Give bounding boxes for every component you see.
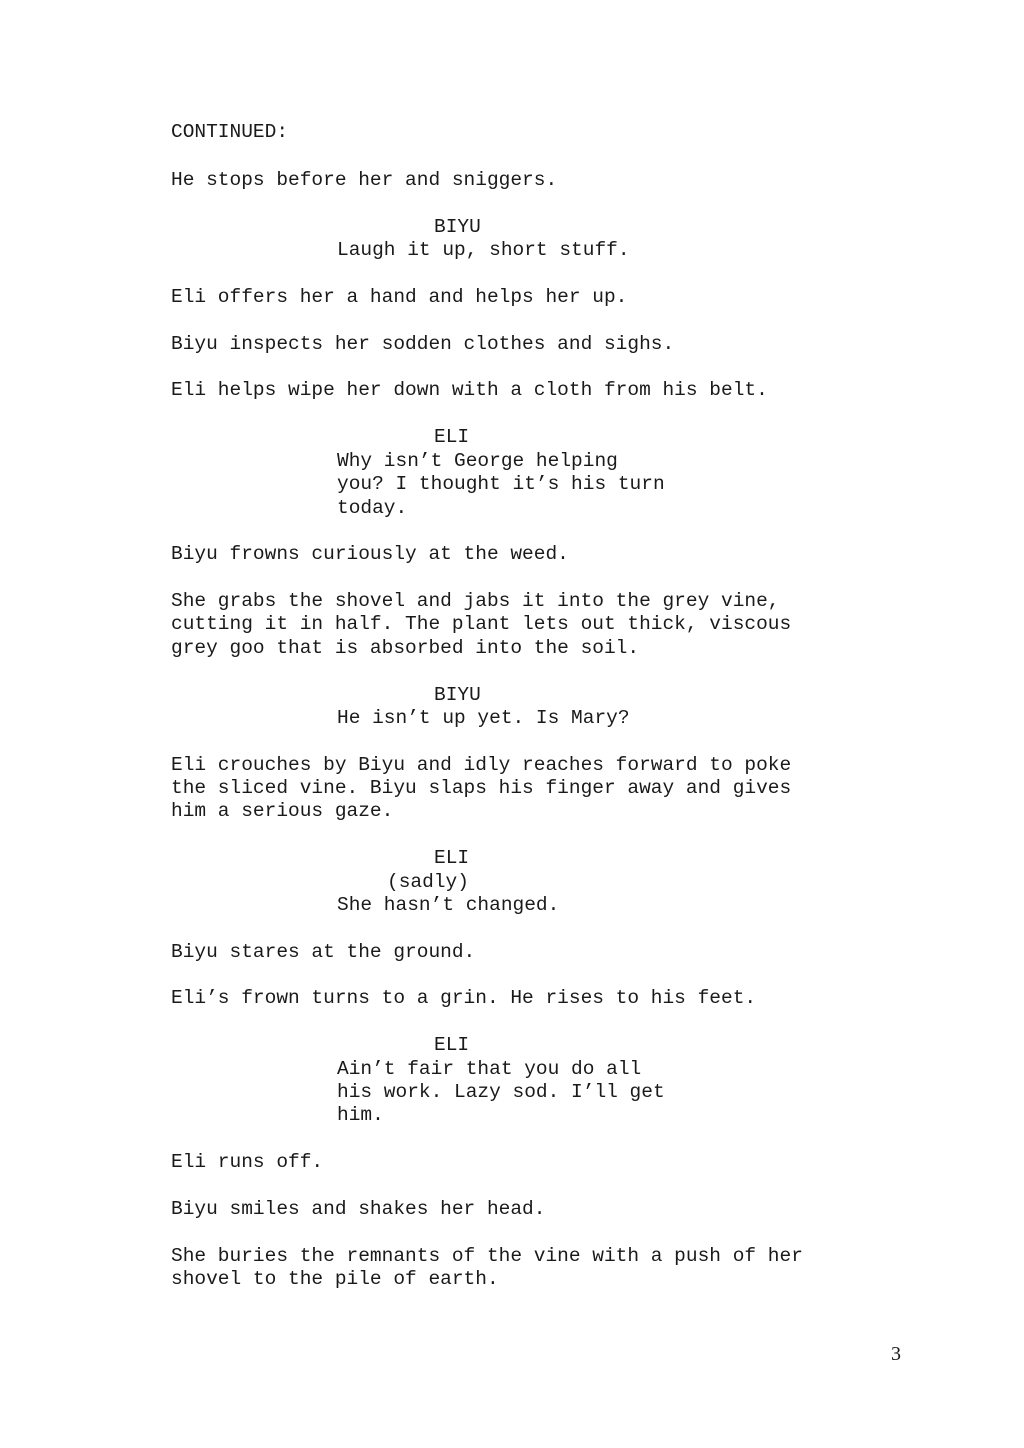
action-line: She grabs the shovel and jabs it into the grey vine, [171,590,780,612]
action-line: Biyu frowns curiously at the weed. [171,543,569,565]
character-cue: ELI [434,847,470,869]
dialogue-line: today. [337,497,408,519]
action-line: the sliced vine. Biyu slaps his finger away and gives [171,777,792,799]
parenthetical: (sadly) [387,871,469,893]
dialogue-line: She hasn’t changed. [337,894,560,916]
dialogue-line: Laugh it up, short stuff. [337,239,630,261]
dialogue-line: him. [337,1104,384,1126]
action-line: Biyu inspects her sodden clothes and sighs. [171,333,675,355]
action-line: Eli offers her a hand and helps her up. [171,286,628,308]
action-line: Eli crouches by Biyu and idly reaches forward to poke [171,754,792,776]
character-cue: BIYU [434,684,481,706]
action-line: Eli’s frown turns to a grin. He rises to his feet. [171,987,757,1009]
character-cue: BIYU [434,216,481,238]
action-line: Eli runs off. [171,1151,324,1173]
action-line: Biyu stares at the ground. [171,941,476,963]
action-line: He stops before her and sniggers. [171,169,558,191]
action-line: Eli helps wipe her down with a cloth from his belt. [171,379,768,401]
dialogue-line: you? I thought it’s his turn [337,473,665,495]
dialogue-line: He isn’t up yet. Is Mary? [337,707,630,729]
action-line: grey goo that is absorbed into the soil. [171,637,640,659]
dialogue-line: his work. Lazy sod. I’ll get [337,1081,665,1103]
action-line: She buries the remnants of the vine with a push of her [171,1245,803,1267]
action-line: Biyu smiles and shakes her head. [171,1198,546,1220]
continued-header: CONTINUED: [171,121,289,143]
character-cue: ELI [434,1034,470,1056]
dialogue-line: Ain’t fair that you do all [337,1058,642,1080]
dialogue-line: Why isn’t George helping [337,450,618,472]
character-cue: ELI [434,426,470,448]
action-line: him a serious gaze. [171,800,394,822]
action-line: shovel to the pile of earth. [171,1268,499,1290]
action-line: cutting it in half. The plant lets out thick, viscous [171,613,792,635]
page-number: 3 [891,1343,901,1365]
